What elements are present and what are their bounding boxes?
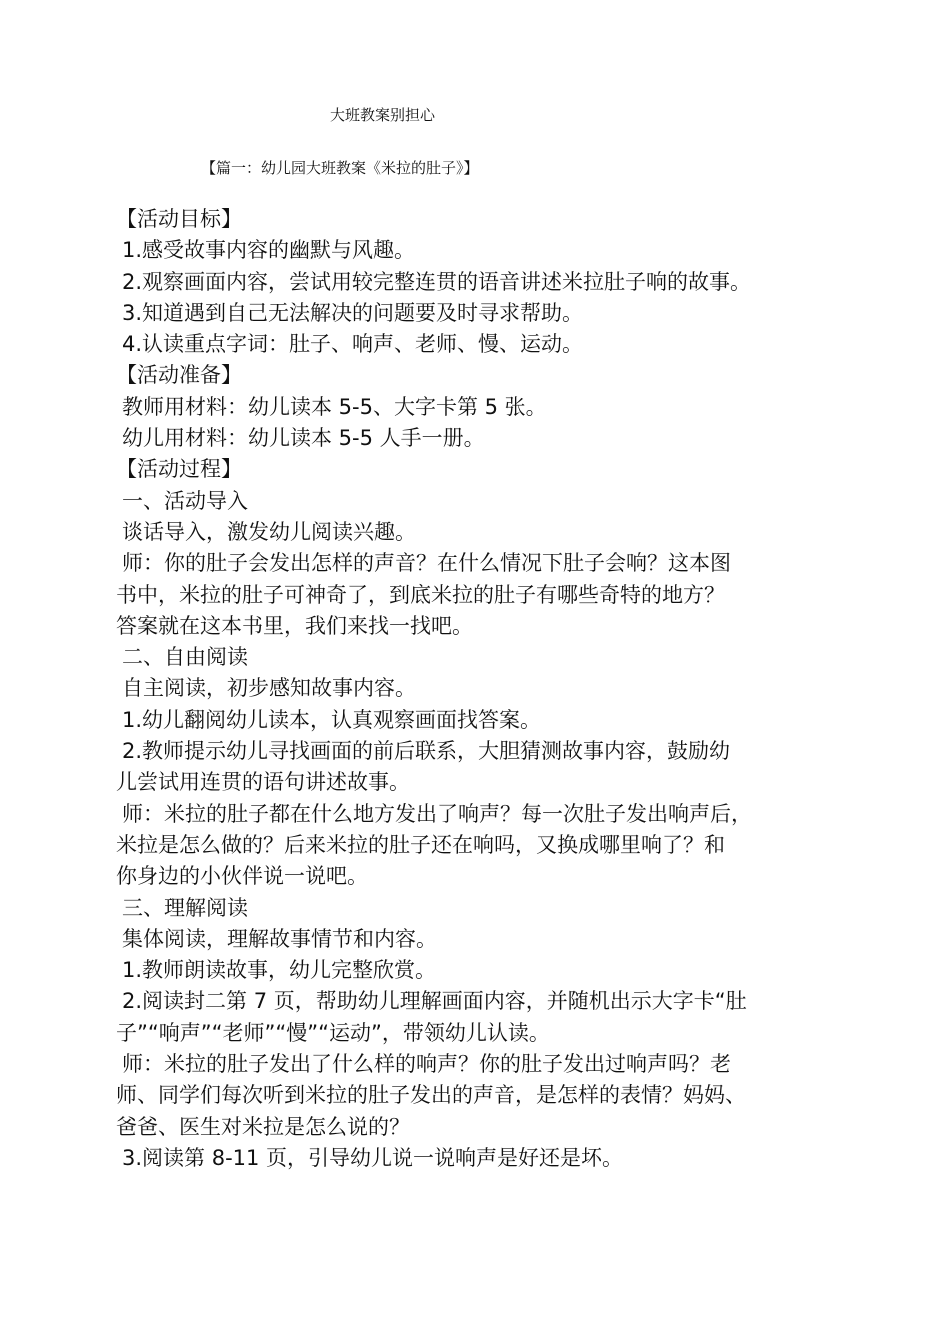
text-line: 1.幼儿翻阅幼儿读本，认真观察画面找答案。 (122, 707, 542, 732)
text-line: 2.教师提示幼儿寻找画面的前后联系，大胆猜测故事内容，鼓励幼 (122, 739, 731, 764)
text-line: 一、活动导入 (122, 488, 248, 513)
text-line: 师：米拉的肚子发出了什么样的响声？你的肚子发出过响声吗？老 (122, 1052, 731, 1077)
text-line: 谈话导入，激发幼儿阅读兴趣。 (122, 519, 416, 544)
text-line: 1.感受故事内容的幽默与风趣。 (122, 238, 416, 263)
document-body (116, 204, 836, 1174)
text-line: 2.阅读封二第 7 页，帮助幼儿理解画面内容，并随机出示大字卡“肚 (122, 989, 747, 1014)
text-line: 儿尝试用连贯的语句讲述故事。 (116, 770, 410, 795)
text-line: 【活动准备】 (116, 363, 242, 388)
text-line: 3.阅读第 8-11 页，引导幼儿说一说响声是好还是坏。 (122, 1145, 624, 1170)
text-line: 教师用材料：幼儿读本 5-5、大字卡第 5 张。 (122, 394, 547, 419)
text-line: 3.知道遇到自己无法解决的问题要及时寻求帮助。 (122, 300, 584, 325)
text-line: 爸爸、医生对米拉是怎么说的？ (116, 1114, 410, 1139)
text-line: 集体阅读，理解故事情节和内容。 (122, 926, 437, 951)
text-line: 答案就在这本书里，我们来找一找吧。 (116, 613, 473, 638)
text-line: 二、自由阅读 (122, 645, 248, 670)
text-line: 师、同学们每次听到米拉的肚子发出的声音，是怎样的表情？妈妈、 (116, 1083, 746, 1108)
text-line: 【活动过程】 (116, 457, 242, 482)
text-line: 米拉是怎么做的？后来米拉的肚子还在响吗，又换成哪里响了？和 (116, 832, 725, 857)
text-line: 师：米拉的肚子都在什么地方发出了响声？每一次肚子发出响声后， (122, 801, 752, 826)
text-line: 【活动目标】 (116, 207, 242, 231)
text-line: 自主阅读，初步感知故事内容。 (122, 676, 416, 701)
text-line: 2.观察画面内容，尝试用较完整连贯的语音讲述米拉肚子响的故事。 (122, 269, 752, 294)
text-line: 4.认读重点字词：肚子、响声、老师、慢、运动。 (122, 332, 584, 357)
text-line: 书中，米拉的肚子可神奇了，到底米拉的肚子有哪些奇特的地方？ (116, 582, 725, 607)
text-line: 幼儿用材料：幼儿读本 5-5 人手一册。 (122, 426, 485, 451)
text-line: 师：你的肚子会发出怎样的声音？在什么情况下肚子会响？这本图 (122, 551, 731, 576)
text-line: 1.教师朗读故事，幼儿完整欣赏。 (122, 958, 437, 983)
text-line: 子”“响声”“老师”“慢”“运动”，带领幼儿认读。 (116, 1020, 550, 1045)
text-line: 你身边的小伙伴说一说吧。 (116, 864, 368, 889)
document-subtitle: 【篇一：幼儿园大班教案《米拉的肚子》】 (201, 159, 479, 177)
document-title: 大班教案别担心 (330, 106, 436, 124)
text-line: 三、理解阅读 (122, 895, 248, 920)
